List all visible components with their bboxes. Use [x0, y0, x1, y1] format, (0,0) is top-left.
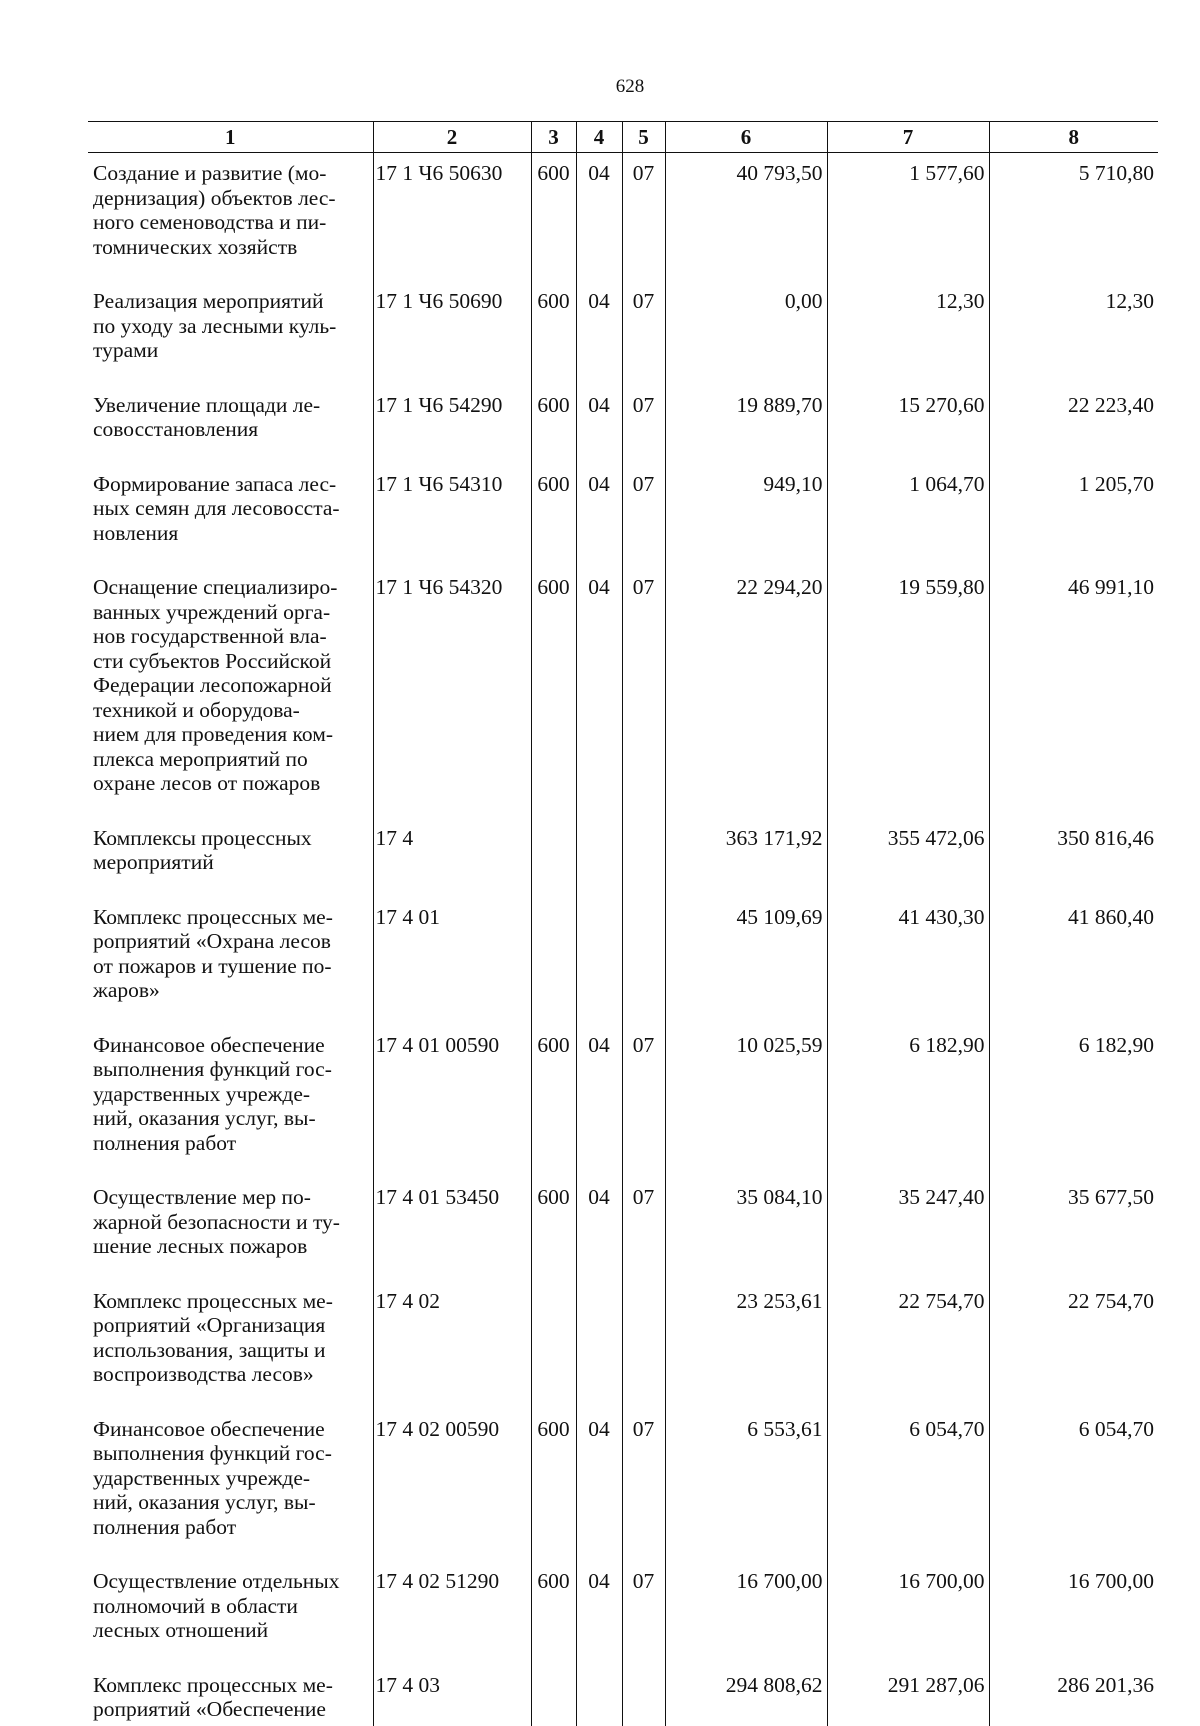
row-name: Финансовое обеспечение выполнения функций гос- ударственных учрежде- ний, оказания услуг, вы- полнения работ	[93, 1032, 332, 1155]
budget-table	[88, 121, 1158, 1726]
table-row	[88, 897, 1158, 1025]
row-section: 04	[576, 385, 622, 464]
row-subsection	[622, 1281, 665, 1409]
row-subsection: 07	[622, 1561, 665, 1665]
row-amount-3: 6 182,90	[989, 1025, 1158, 1178]
row-expense-type: 600	[531, 281, 576, 385]
row-amount-3: 22 223,40	[989, 385, 1158, 464]
row-expense-type	[531, 897, 576, 1025]
row-name: Реализация мероприятий по уходу за лесными куль- турами	[93, 289, 337, 362]
row-subsection: 07	[622, 153, 665, 282]
row-code: 17 1 Ч6 54290	[373, 385, 531, 464]
row-amount-1: 294 808,62	[665, 1665, 827, 1726]
row-amount-3: 22 754,70	[989, 1281, 1158, 1409]
table-row	[88, 464, 1158, 568]
row-subsection: 07	[622, 1025, 665, 1178]
page-number: 628	[615, 76, 645, 97]
row-expense-type: 600	[531, 1177, 576, 1281]
row-expense-type: 600	[531, 1025, 576, 1178]
column-header-4: 4	[576, 122, 622, 153]
row-code: 17 4	[373, 818, 531, 897]
row-expense-type: 600	[531, 1561, 576, 1665]
column-header-2: 2	[373, 122, 531, 153]
row-section: 04	[576, 1177, 622, 1281]
table-row	[88, 818, 1158, 897]
row-amount-1: 10 025,59	[665, 1025, 827, 1178]
row-amount-1: 0,00	[665, 281, 827, 385]
row-code: 17 4 02 00590	[373, 1409, 531, 1562]
table-row	[88, 1025, 1158, 1178]
table-row	[88, 385, 1158, 464]
row-amount-1: 40 793,50	[665, 153, 827, 282]
row-amount-3: 35 677,50	[989, 1177, 1158, 1281]
row-amount-2: 6 054,70	[827, 1409, 989, 1562]
row-expense-type: 600	[531, 464, 576, 568]
row-amount-2: 35 247,40	[827, 1177, 989, 1281]
row-section: 04	[576, 1409, 622, 1562]
row-code: 17 1 Ч6 54320	[373, 567, 531, 818]
row-amount-3: 6 054,70	[989, 1409, 1158, 1562]
table-header	[88, 122, 1158, 153]
column-header-5: 5	[622, 122, 665, 153]
row-section: 04	[576, 464, 622, 568]
row-amount-1: 19 889,70	[665, 385, 827, 464]
row-amount-1: 949,10	[665, 464, 827, 568]
row-amount-3: 16 700,00	[989, 1561, 1158, 1665]
row-name: Формирование запаса лес- ных семян для лесовосста- новления	[93, 471, 340, 545]
column-header-6: 6	[665, 122, 827, 153]
row-section	[576, 1281, 622, 1409]
row-code: 17 1 Ч6 54310	[373, 464, 531, 568]
row-amount-1: 363 171,92	[665, 818, 827, 897]
row-amount-3: 41 860,40	[989, 897, 1158, 1025]
row-code: 17 4 01 53450	[373, 1177, 531, 1281]
row-subsection: 07	[622, 567, 665, 818]
row-amount-1: 35 084,10	[665, 1177, 827, 1281]
row-amount-2: 41 430,30	[827, 897, 989, 1025]
row-amount-1: 22 294,20	[665, 567, 827, 818]
row-subsection: 07	[622, 1177, 665, 1281]
row-name: Осуществление отдельных полномочий в области лесных отношений	[93, 1569, 340, 1642]
row-name: Комплекс процессных ме- роприятий «Охрана лесов от пожаров и тушение по- жаров»	[93, 904, 333, 1002]
row-subsection: 07	[622, 1409, 665, 1562]
row-section: 04	[576, 1561, 622, 1665]
row-code: 17 4 03	[373, 1665, 531, 1726]
row-subsection	[622, 897, 665, 1025]
row-subsection: 07	[622, 281, 665, 385]
row-amount-3: 1 205,70	[989, 464, 1158, 568]
column-header-8: 8	[989, 122, 1158, 153]
row-subsection: 07	[622, 385, 665, 464]
row-code: 17 4 02 51290	[373, 1561, 531, 1665]
row-amount-2: 16 700,00	[827, 1561, 989, 1665]
row-code: 17 1 Ч6 50630	[373, 153, 531, 282]
row-amount-1: 6 553,61	[665, 1409, 827, 1562]
row-amount-3: 12,30	[989, 281, 1158, 385]
row-amount-2: 1 577,60	[827, 153, 989, 282]
row-amount-3: 46 991,10	[989, 567, 1158, 818]
table-row	[88, 1281, 1158, 1409]
row-section: 04	[576, 567, 622, 818]
column-header-1: 1	[88, 122, 373, 153]
row-amount-2: 22 754,70	[827, 1281, 989, 1409]
row-name: Осуществление мер по- жарной безопасности и ту- шение лесных пожаров	[93, 1185, 340, 1258]
row-name: Создание и развитие (мо- дернизация) объектов лес- ного семеноводства и пи- томнических хозяйств	[93, 161, 336, 259]
row-amount-1: 16 700,00	[665, 1561, 827, 1665]
row-amount-3: 286 201,36	[989, 1665, 1158, 1726]
row-amount-2: 291 287,06	[827, 1665, 989, 1726]
row-subsection: 07	[622, 464, 665, 568]
row-name: Комплекс процессных ме- роприятий «Организация использования, защиты и воспроизводства лесов»	[93, 1288, 333, 1386]
column-header-7: 7	[827, 122, 989, 153]
row-expense-type	[531, 818, 576, 897]
row-name: Увеличение площади ле- совосстановления	[93, 392, 321, 441]
table-row	[88, 1665, 1158, 1726]
row-amount-2: 1 064,70	[827, 464, 989, 568]
row-expense-type: 600	[531, 1409, 576, 1562]
row-expense-type	[531, 1665, 576, 1726]
header-row	[88, 122, 1158, 153]
row-code: 17 1 Ч6 50690	[373, 281, 531, 385]
row-amount-2: 19 559,80	[827, 567, 989, 818]
table-row	[88, 1177, 1158, 1281]
row-section	[576, 897, 622, 1025]
table-row	[88, 567, 1158, 818]
row-amount-3: 5 710,80	[989, 153, 1158, 282]
table-row	[88, 1409, 1158, 1562]
row-section: 04	[576, 281, 622, 385]
table-row	[88, 1561, 1158, 1665]
row-subsection	[622, 818, 665, 897]
table-body	[88, 153, 1158, 1726]
row-code: 17 4 01 00590	[373, 1025, 531, 1178]
row-expense-type	[531, 1281, 576, 1409]
row-section: 04	[576, 153, 622, 282]
row-amount-2: 355 472,06	[827, 818, 989, 897]
row-amount-3: 350 816,46	[989, 818, 1158, 897]
row-amount-1: 45 109,69	[665, 897, 827, 1025]
row-name: Финансовое обеспечение выполнения функций гос- ударственных учрежде- ний, оказания услуг, вы- полнения работ	[93, 1416, 332, 1539]
row-name: Оснащение специализиро- ванных учреждений орга- нов государственной вла- сти субъектов Российской Федерации лесопожарной техникой и оборудова- нием для проведения ком- плекса мероприятий по охране лесов от пожаров	[93, 575, 338, 795]
row-code: 17 4 02	[373, 1281, 531, 1409]
row-expense-type: 600	[531, 153, 576, 282]
row-name: Комплексы процессных мероприятий	[93, 825, 312, 874]
row-name: Комплекс процессных ме- роприятий «Обеспечение	[93, 1672, 333, 1721]
row-section: 04	[576, 1025, 622, 1178]
row-amount-1: 23 253,61	[665, 1281, 827, 1409]
row-section	[576, 818, 622, 897]
row-expense-type: 600	[531, 385, 576, 464]
row-expense-type: 600	[531, 567, 576, 818]
row-section	[576, 1665, 622, 1726]
row-amount-2: 15 270,60	[827, 385, 989, 464]
row-subsection	[622, 1665, 665, 1726]
row-code: 17 4 01	[373, 897, 531, 1025]
row-amount-2: 6 182,90	[827, 1025, 989, 1178]
row-amount-2: 12,30	[827, 281, 989, 385]
table-row	[88, 281, 1158, 385]
table-row	[88, 153, 1158, 282]
column-header-3: 3	[531, 122, 576, 153]
